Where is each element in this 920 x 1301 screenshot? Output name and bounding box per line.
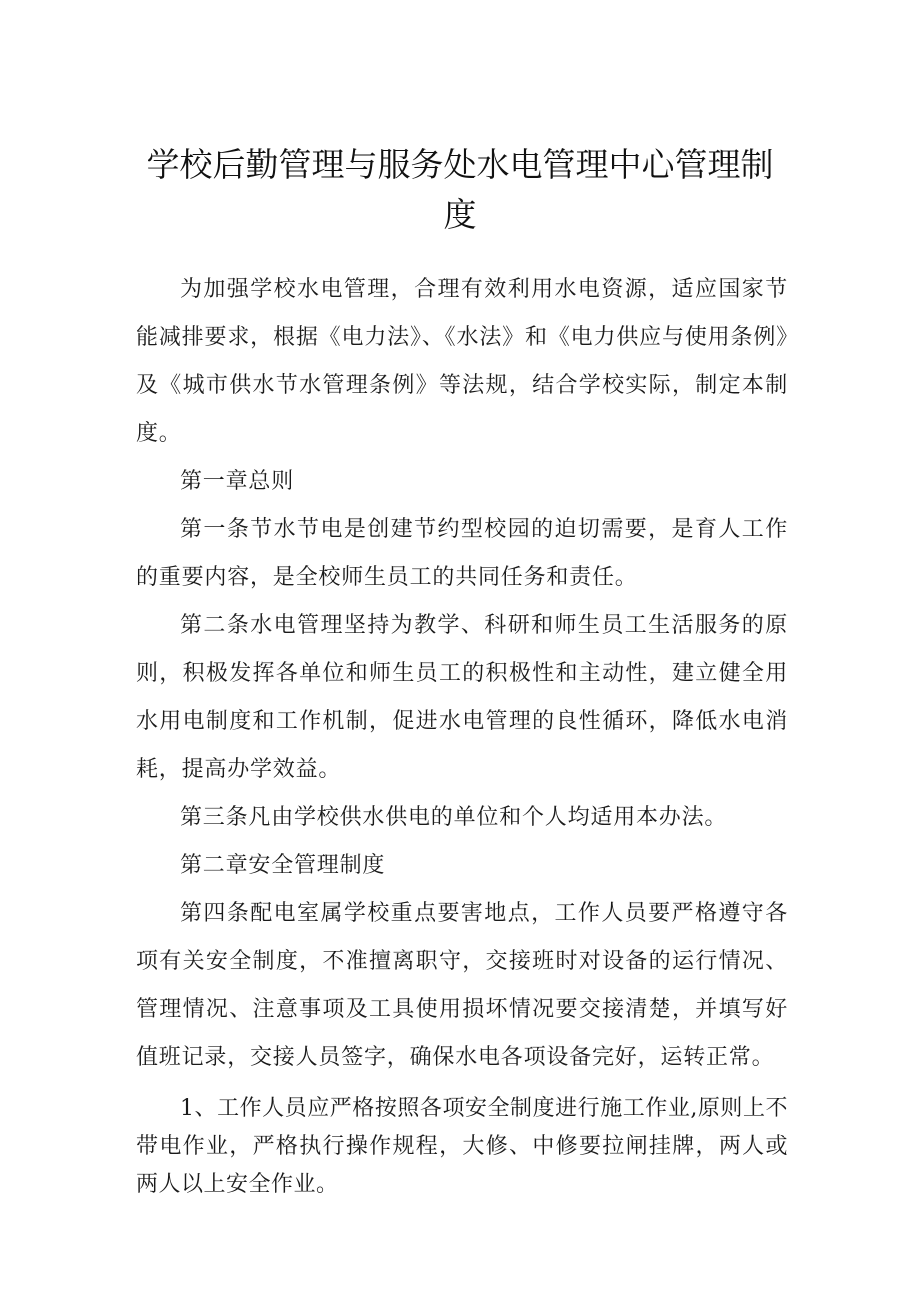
document-body [136,266,788,1204]
safety-item-1: 1、工作人员应严格按照各项安全制度进行施工作业,原则上不带电作业，严格执行操作规程，大修、中修要拉闸挂牌，两人或两人以上安全作业。 [136,1096,788,1197]
article-3: 第三条凡由学校供水供电的单位和个人均适用本办法。 [180,805,728,830]
document-title-line-1: 学校后勤管理与服务处水电管理中心管理制 [146,145,774,184]
chapter-heading-general: 第一章总则 [180,469,295,494]
article-4: 第四条配电室属学校重点要害地点，工作人员要严格遵守各项有关安全制度，不准擅离职守，交接班时对设备的运行情况、管理情况、注意事项及工具使用损坏情况要交接清楚，并填写好值班记录，交接人员签字，确保水电各项设备完好，运转正常。 [136,901,788,1070]
article-2: 第二条水电管理坚持为教学、科研和师生员工生活服务的原则，积极发挥各单位和师生员工的积极性和主动性，建立健全用水用电制度和工作机制，促进水电管理的良性循环，降低水电消耗，提高办学效益。 [136,613,788,782]
paragraph-intro: 为加强学校水电管理，合理有效利用水电资源，适应国家节能减排要求，根据《电力法》、《水法》和《电力供应与使用条例》及《城市供水节水管理条例》等法规，结合学校实际，制定本制度。 [136,277,788,446]
document-title-line-2: 度 [443,195,477,234]
chapter-heading-safety: 第二章安全管理制度 [180,853,386,878]
article-1: 第一条节水节电是创建节约型校园的迫切需要，是育人工作的重要内容，是全校师生员工的共同任务和责任。 [136,517,788,590]
